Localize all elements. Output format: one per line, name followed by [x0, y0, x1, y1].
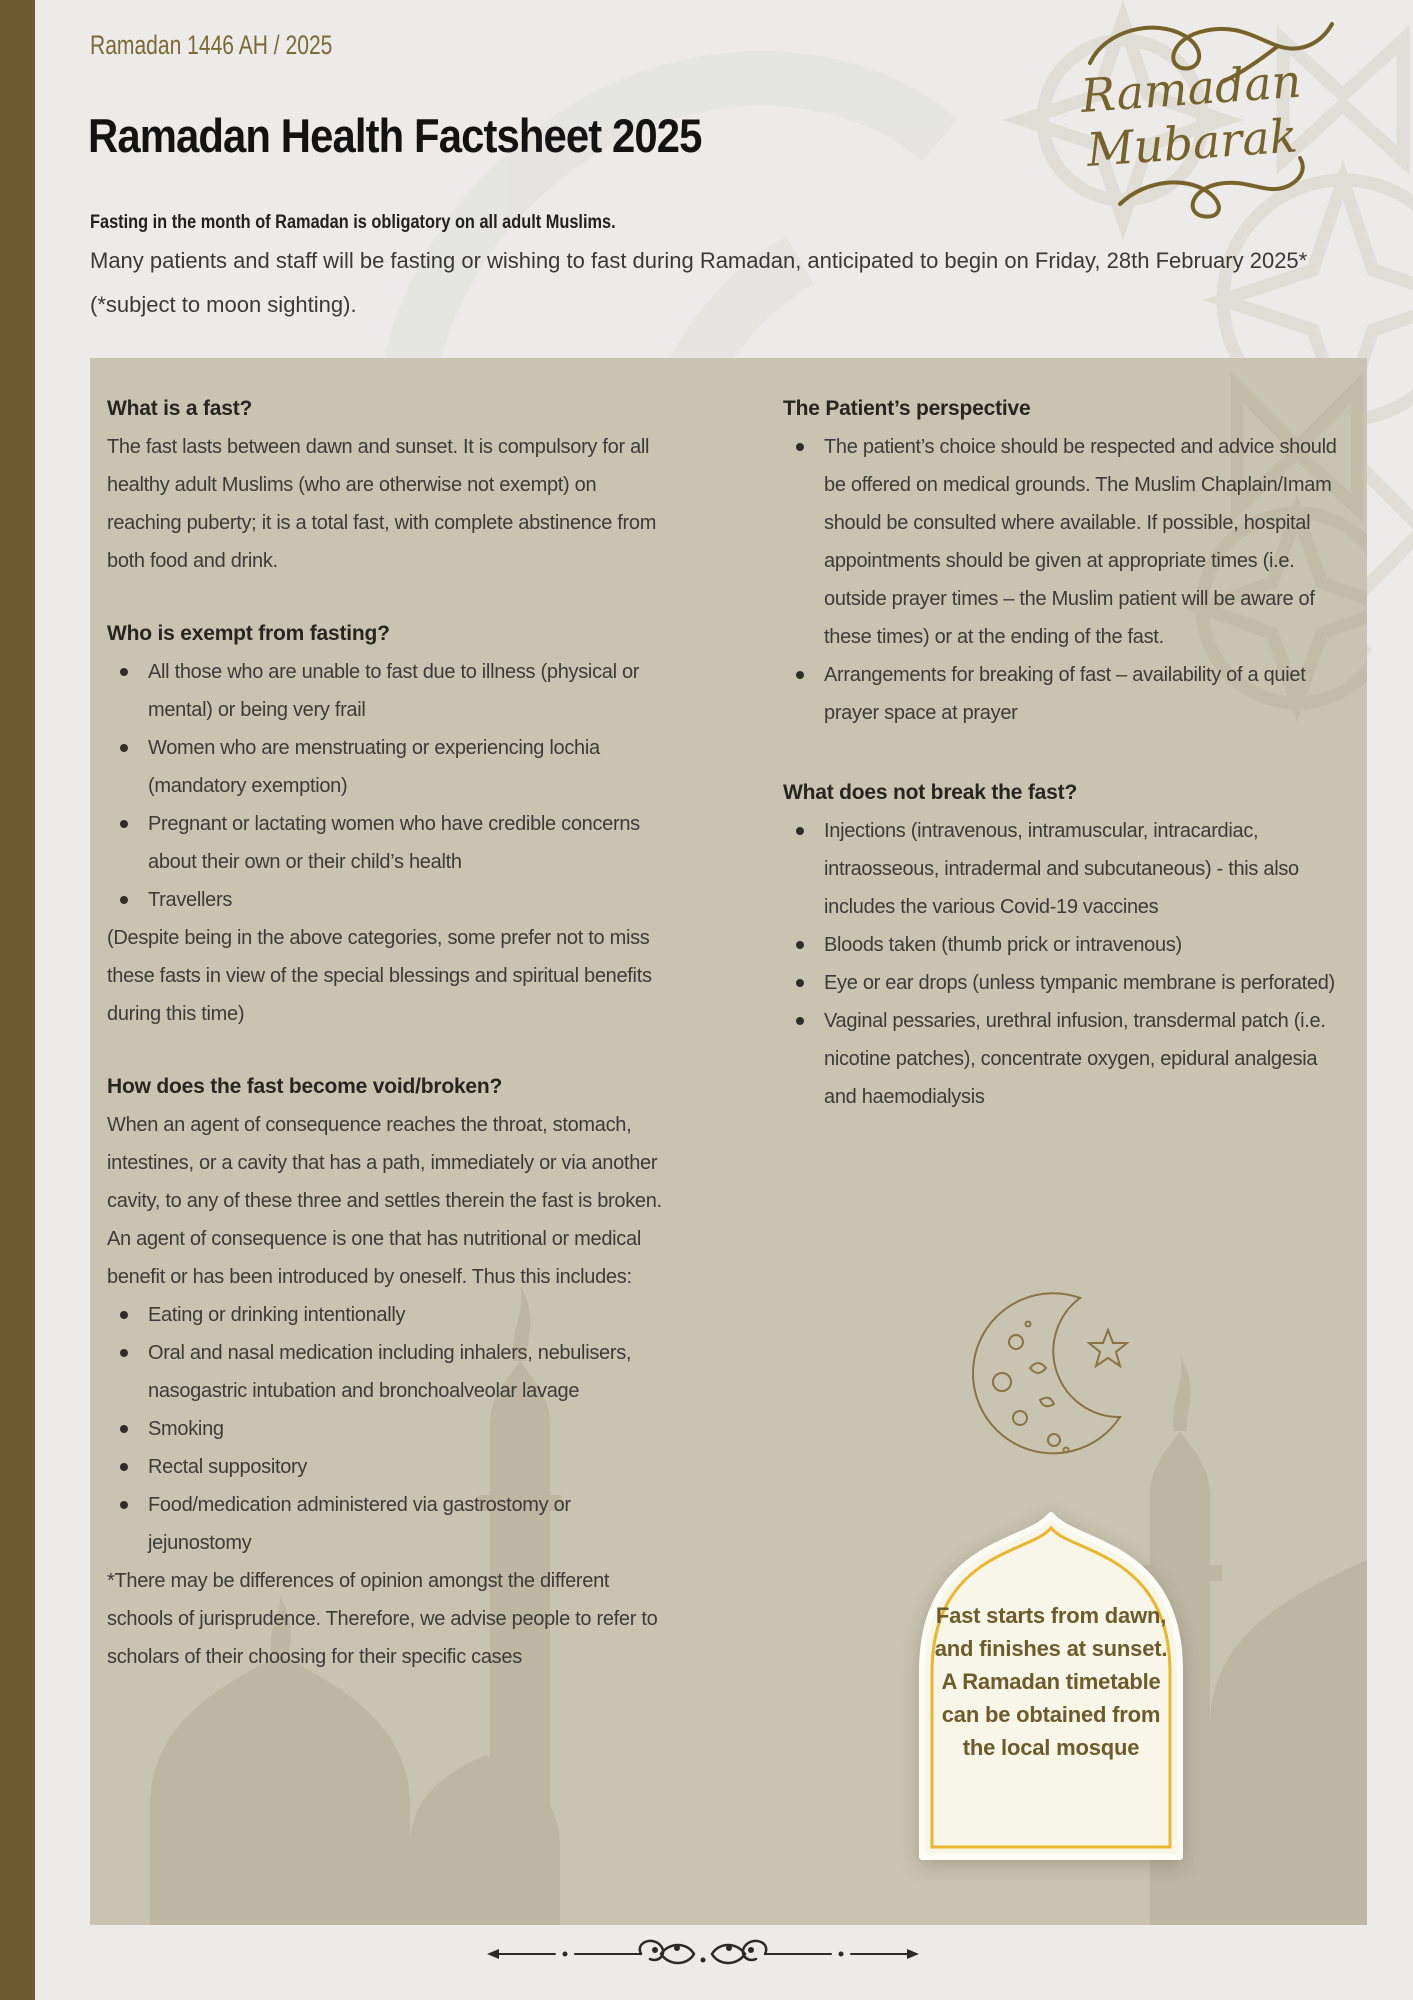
bullet-list — [107, 1296, 669, 1562]
list-item: Rectal suppository — [107, 1448, 669, 1486]
ornamental-divider-icon — [483, 1938, 923, 1970]
list-item: Smoking — [107, 1410, 669, 1448]
section-heading: The Patient’s perspective — [783, 397, 1031, 420]
jurisprudence-footnote: *There may be differences of opinion amongst the different schools of jurisprudence. Therefore, we advise people to refer to scholars of their choosing for their specific cases — [107, 1570, 658, 1668]
list-item: Injections (intravenous, intramuscular, intracardiac, intraosseous, intradermal and subcutaneous) - this also includes the various Covid-19 vaccines — [783, 812, 1345, 926]
list-item: All those who are unable to fast due to illness (physical or mental) or being very frail — [107, 653, 669, 729]
column-right — [783, 390, 1345, 1116]
list-item: Oral and nasal medication including inhalers, nebulisers, nasogastric intubation and bronchoalveolar lavage — [107, 1334, 669, 1410]
section-does-not-break-fast — [783, 774, 1345, 1116]
section-paragraph: The fast lasts between dawn and sunset. It is compulsory for all healthy adult Muslims (who are otherwise not exempt) on reaching puberty; it is a total fast, with complete abstinence from both food and drink. — [107, 436, 657, 572]
section-heading: What does not break the fast? — [783, 781, 1078, 804]
list-item: Vaginal pessaries, urethral infusion, transdermal patch (i.e. nicotine patches), concentrate oxygen, epidural analgesia and haemodialysis — [783, 1002, 1345, 1116]
list-item: Eating or drinking intentionally — [107, 1296, 669, 1334]
bullet-list — [783, 812, 1345, 1116]
bullet-list — [783, 428, 1345, 732]
section-fast-void — [107, 1068, 669, 1676]
list-item: Eye or ear drops (unless tympanic membrane is perforated) — [783, 964, 1345, 1002]
list-item: Travellers — [107, 881, 669, 919]
section-patient-perspective — [783, 390, 1345, 732]
section-what-is-a-fast — [107, 390, 669, 580]
column-left — [107, 390, 669, 1676]
bullet-list — [107, 653, 669, 919]
section-note: (Despite being in the above categories, some prefer not to miss these fasts in view of the special blessings and spiritual benefits during this time) — [107, 927, 652, 1025]
section-who-is-exempt — [107, 615, 669, 1033]
crescent-star-icon — [970, 1290, 1145, 1455]
intro-text: Many patients and staff will be fasting or wishing to fast during Ramadan, anticipated to begin on Friday, 28th February 2025* (*subject to moon sighting). — [90, 248, 1308, 317]
logo-word-mubarak: Mubarak — [1085, 108, 1300, 177]
section-heading: How does the fast become void/broken? — [107, 1075, 503, 1098]
list-item: Pregnant or lactating women who have credible concerns about their own or their child’s health — [107, 805, 669, 881]
logo-word-ramadan: Ramadan — [1079, 53, 1303, 123]
callout-arch — [912, 1511, 1190, 1867]
section-heading: What is a fast? — [107, 397, 253, 420]
section-heading: Who is exempt from fasting? — [107, 622, 390, 645]
callout-text: Fast starts from dawn, and finishes at sunset. A Ramadan timetable can be obtained from the local mosque — [934, 1603, 1168, 1760]
list-item: Bloods taken (thumb prick or intravenous) — [783, 926, 1345, 964]
content-panel — [90, 358, 1367, 1925]
intro-emphasis: Fasting in the month of Ramadan is obligatory on all adult Muslims. — [90, 212, 616, 233]
section-paragraph: When an agent of consequence reaches the throat, stomach, intestines, or a cavity that has a path, immediately or via another cavity, to any of these three and settles therein the fast is broken. An agent of consequence is one that has nutritional or medical benefit or has been introduced by oneself. Thus this includes: — [107, 1114, 662, 1288]
list-item: Women who are menstruating or experiencing lochia (mandatory exemption) — [107, 729, 669, 805]
ramadan-mubarak-logo — [1050, 8, 1350, 223]
list-item: The patient’s choice should be respected and advice should be offered on medical grounds. The Muslim Chaplain/Imam should be consulted where available. If possible, hospital appointments should be given at appropriate times (i.e. outside prayer times – the Muslim patient will be aware of these times) or at the ending of the fast. — [783, 428, 1345, 656]
list-item: Arrangements for breaking of fast – availability of a quiet prayer space at prayer — [783, 656, 1345, 732]
left-accent-bar — [0, 0, 35, 2000]
list-item: Food/medication administered via gastrostomy or jejunostomy — [107, 1486, 669, 1562]
page-title: Ramadan Health Factsheet 2025 — [88, 109, 702, 162]
kicker: Ramadan 1446 AH / 2025 — [90, 30, 333, 60]
